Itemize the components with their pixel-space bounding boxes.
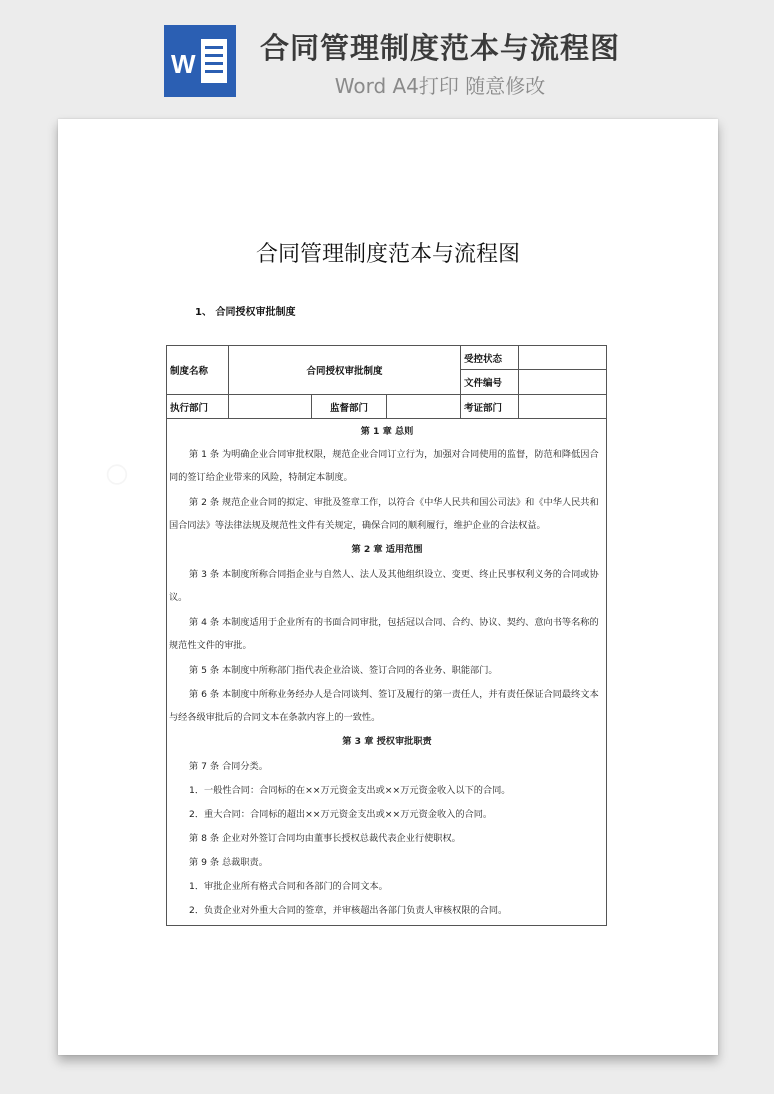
name-label: 制度名称 [167, 346, 229, 395]
clause-line: 第 8 条 企业对外签订合同均由董事长授权总裁代表企业行使职权。 [189, 833, 461, 844]
clause-line: 第 1 条 为明确企业合同审批权限，规范企业合同订立行为，加强对合同使用的监督，防范和降低因合 [189, 449, 599, 460]
clause-line: 同的签订给企业带来的风险，特制定本制度。 [169, 472, 353, 483]
exec-dept-value [229, 395, 312, 419]
section-heading: 1、 合同授权审批制度 [195, 307, 296, 318]
clause-line: 1．一般性合同：合同标的在××万元资金支出或××万元资金收入以下的合同。 [189, 785, 511, 796]
document-title: 合同管理制度范本与流程图 [255, 242, 520, 267]
clause-line: 第 2 条 规范企业合同的拟定、审批及签章工作，以符合《中华人民共和国公司法》和《中华人民共和 [189, 497, 599, 508]
clause-line: 第 6 条 本制度中所称业务经办人是合同谈判、签订及履行的第一责任人，并有责任保证合同最终文本 [189, 689, 599, 700]
clause-line: 第 7 条 合同分类。 [189, 761, 268, 772]
clause-line: 2．重大合同：合同标的超出××万元资金支出或××万元资金收入的合同。 [189, 809, 493, 820]
policy-body [167, 419, 607, 926]
banner-title: 合同管理制度范本与流程图 [260, 31, 621, 65]
document-page [58, 119, 718, 1055]
status-value [519, 346, 607, 370]
clause-line: 议。 [169, 592, 188, 603]
exec-dept-label: 执行部门 [167, 395, 229, 419]
word-doc-icon [164, 25, 236, 97]
status-label: 受控状态 [461, 346, 519, 370]
clause-line: 1．审批企业所有格式合同和各部门的合同文本。 [189, 881, 388, 892]
audit-dept-value [519, 395, 607, 419]
clause-line: 第 3 条 本制度所称合同指企业与自然人、法人及其他组织设立、变更、终止民事权利义务的合同或协 [189, 569, 599, 580]
chapter-heading: 第 2 章 适用范围 [351, 544, 423, 555]
clause-line: 国合同法》等法律法规及规范性文件有关规定，确保合同的顺利履行，维护企业的合法权益。 [169, 520, 546, 531]
name-value: 合同授权审批制度 [229, 346, 461, 395]
clause-line: 第 9 条 总裁职责。 [189, 857, 268, 868]
clause-line: 2．负责企业对外重大合同的签章，并审核超出各部门负责人审核权限的合同。 [189, 905, 508, 916]
clause-line: 第 5 条 本制度中所称部门指代表企业洽谈、签订合同的各业务、职能部门。 [189, 665, 498, 676]
watermark [99, 456, 135, 494]
docno-label: 文件编号 [461, 370, 519, 395]
chapter-heading: 第 1 章 总则 [360, 426, 414, 437]
clause-line: 与经各级审批后的合同文本在条款内容上的一致性。 [169, 712, 381, 723]
audit-dept-label: 考证部门 [461, 395, 519, 419]
supervise-dept-label: 监督部门 [312, 395, 387, 419]
svg-text:W: W [171, 49, 196, 79]
clause-line: 规范性文件的审批。 [169, 640, 252, 651]
chapter-heading: 第 3 章 授权审批职责 [342, 736, 432, 747]
docno-value [519, 370, 607, 395]
policy-body-text [167, 419, 607, 925]
preview-banner [0, 0, 774, 110]
supervise-dept-value [387, 395, 461, 419]
clause-line: 第 4 条 本制度适用于企业所有的书面合同审批，包括冠以合同、合约、协议、契约、意向书等名称的 [189, 617, 599, 628]
banner-subtitle: Word A4打印 随意修改 [334, 74, 546, 98]
policy-table [166, 345, 607, 926]
